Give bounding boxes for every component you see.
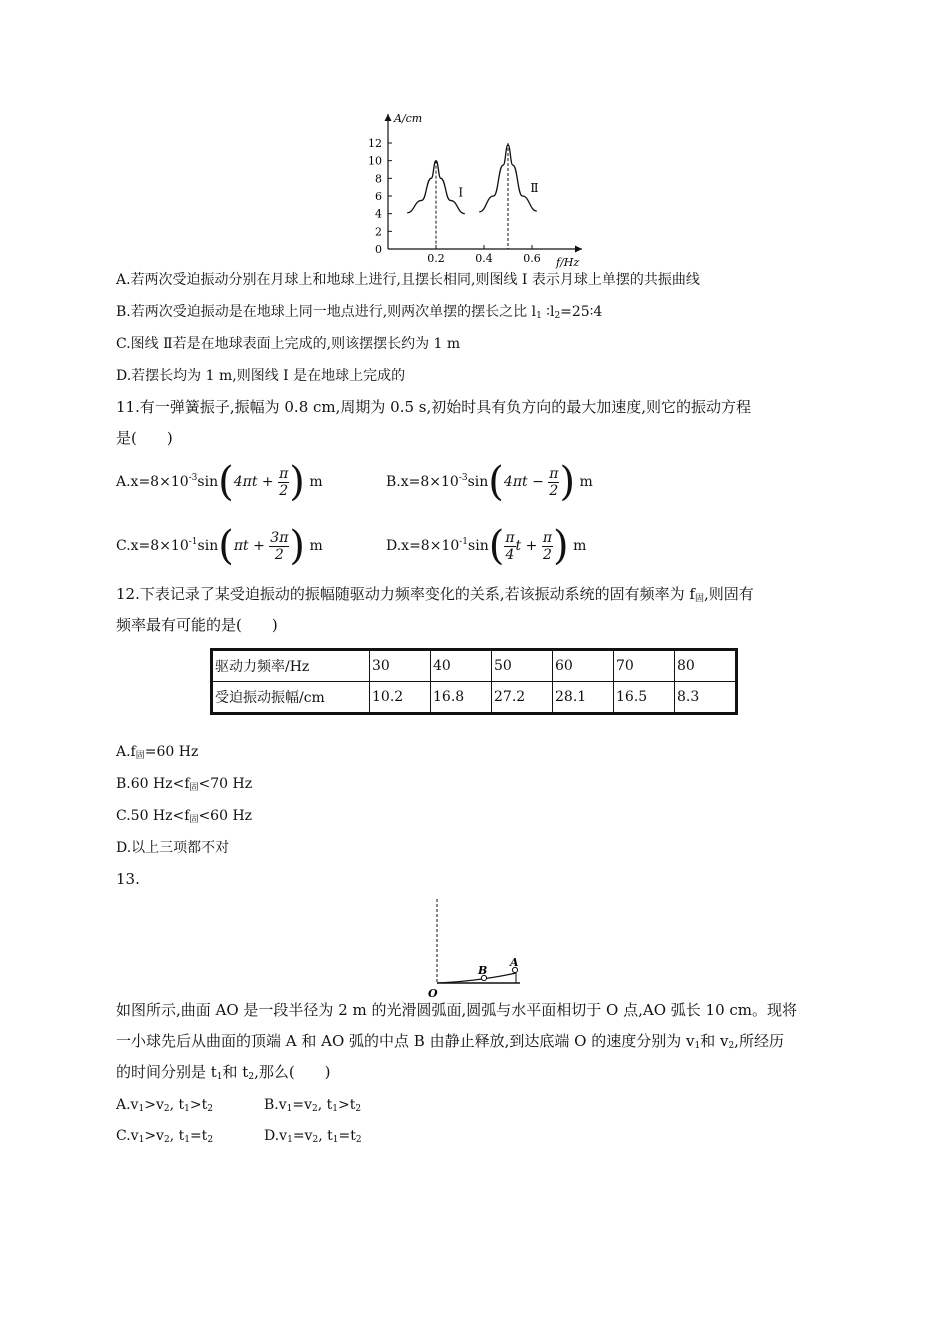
y-tick-label: 2 <box>375 225 382 239</box>
table-cell: 8.3 <box>675 682 737 714</box>
q11-b-sin: sin <box>467 474 489 490</box>
q12-stem-line2: 频率最有可能的是( ) <box>116 616 278 634</box>
table-cell: 16.8 <box>431 682 492 714</box>
y-tick-label: 12 <box>368 137 382 150</box>
label-b: B <box>478 964 488 977</box>
resonance-chart <box>360 106 590 274</box>
table-cell: 80 <box>675 650 737 682</box>
table-cell: 70 <box>614 650 675 682</box>
q11-d-fraction1: $\frac{\pi}{4}$ <box>505 529 515 563</box>
x-axis-label: f/Hz <box>556 256 580 269</box>
series-label-1: Ⅰ <box>458 185 464 200</box>
series-label-2: Ⅱ <box>530 181 539 195</box>
q11-c-arg: πt + <box>233 538 265 554</box>
q13-l3-mid: 和 t <box>222 1063 249 1081</box>
table-cell: 驱动力频率/Hz <box>212 650 370 682</box>
q13-l2-pre: 一小球先后从曲面的顶端 A 和 AO 弧的中点 B 由静止释放,到达底端 O 的速度分别为 v <box>116 1032 695 1050</box>
label-o: O <box>428 987 438 1000</box>
q12-option-a <box>116 742 198 766</box>
q11-option-a: $A.x=8\times 10^{-3}\sin(4\pi t$ + $\frac{\pi}{2}$ ) m <box>116 459 323 505</box>
x-tick-label: 0.4 <box>475 252 493 265</box>
q12-c-pre: C.50 Hz<f <box>116 808 190 824</box>
q11-a-sin: sin <box>197 474 219 490</box>
q12-option-c <box>116 806 252 830</box>
q11-d-exp: -1 <box>459 537 469 547</box>
q11-b-fraction: $\frac{\pi}{2}$ <box>549 465 559 499</box>
table-cell: 28.1 <box>553 682 614 714</box>
table-cell: 40 <box>431 650 492 682</box>
y-tick-label: 8 <box>375 172 382 186</box>
table-cell: 30 <box>370 650 431 682</box>
q11-c-pre: C.x=8×10 <box>116 538 189 554</box>
q12-b-post: <70 Hz <box>198 776 253 792</box>
q12-stem-post: ,则固有 <box>703 585 754 603</box>
q10-option-c: C.图线 Ⅱ若是在地球表面上完成的,则该摆摆长约为 1 m <box>116 336 461 352</box>
q11-c-exp: -1 <box>188 537 198 547</box>
q12-stem-line1 <box>116 584 754 609</box>
q12-b-sub: 固 <box>189 783 199 793</box>
q13-l3-pre: 的时间分别是 t <box>116 1063 217 1081</box>
q10-option-b-sub2: 2 <box>554 311 561 321</box>
q13-l3-post: ,那么( ) <box>254 1063 331 1081</box>
q13-stem-line1: 如图所示,曲面 AO 是一段半径为 2 m 的光滑圆弧面,圆弧与水平面相切于 O 点,AO 弧长 10 cm。现将 <box>116 1001 798 1019</box>
q11-option-b: $B.x=8\times 10^{-3}\sin(4\pi t$ − $\frac{\pi}{2}$ ) m <box>386 459 593 505</box>
q12-a-pre: A.f <box>116 744 136 760</box>
table-cell: 27.2 <box>492 682 553 714</box>
y-tick-label: 6 <box>375 190 382 203</box>
arc-surface <box>437 973 516 983</box>
q10-option-b-mid: ∶l <box>541 304 555 320</box>
q12-stem-pre: 12.下表记录了某受迫振动的振幅随驱动力频率变化的关系,若该振动系统的固有频率为 f <box>116 585 695 603</box>
q11-b-arg: 4πt − <box>503 474 544 490</box>
q10-option-b-post: =25∶4 <box>560 304 603 320</box>
q13-l3-s2: 2 <box>248 1072 255 1082</box>
q13-option-b: $B.v_1=v_2$, $t_1>t_2$ <box>264 1097 362 1114</box>
q13-l2-post: ,所经历 <box>734 1032 784 1050</box>
q13-stem-line2 <box>116 1031 784 1056</box>
q10-option-d: D.若摆长均为 1 m,则图线 Ⅰ 是在地球上完成的 <box>116 368 406 384</box>
q12-c-sub: 固 <box>189 815 199 825</box>
arc-diagram <box>420 895 530 1001</box>
q13-option-d: $D.v_1=v_2$, $t_1=t_2$ <box>264 1128 362 1145</box>
x-tick-label: 0.2 <box>427 252 445 265</box>
q13-l3-s1: 1 <box>216 1072 223 1082</box>
q11-d-sin: sin <box>468 538 489 554</box>
table-row <box>212 650 737 682</box>
q13-option-c: $C.v_1>v_2$, $t_1=t_2$ <box>116 1128 214 1145</box>
q13-l2-s2: 2 <box>728 1041 735 1051</box>
q11-option-c: $C.x=8\times 10^{-1}\sin(\pi t$ + $\frac{3\pi}{2}$ ) m <box>116 523 323 569</box>
q11-b-exp: -3 <box>458 473 468 483</box>
q10-option-a: A.若两次受迫振动分别在月球上和地球上进行,且摆长相同,则图线 Ⅰ 表示月球上单摆的共振曲线 <box>116 272 700 288</box>
q13-stem-line3 <box>116 1062 331 1087</box>
q10-option-b <box>116 302 602 326</box>
q11-a-unit: m <box>309 474 323 490</box>
q12-a-post: =60 Hz <box>144 744 199 760</box>
q13-l2-mid: 和 v <box>700 1032 729 1050</box>
q11-a-arg: 4πt + <box>233 474 274 490</box>
q12-a-sub: 固 <box>135 751 145 761</box>
q12-c-post: <60 Hz <box>198 808 253 824</box>
frequency-amplitude-table <box>210 648 738 715</box>
table-cell: 16.5 <box>614 682 675 714</box>
q11-d-unit: m <box>573 538 587 554</box>
table-cell: 受迫振动振幅/cm <box>212 682 370 714</box>
q11-d-pre: D.x=8×10 <box>386 538 460 554</box>
q12-stem-sub: 固 <box>694 594 704 604</box>
q10-option-b-text: B.若两次受迫振动是在地球上同一地点进行,则两次单摆的摆长之比 l <box>116 304 537 320</box>
q11-c-fraction: $\frac{3\pi}{2}$ <box>270 529 289 563</box>
y-tick-label: 10 <box>368 154 382 168</box>
y-tick-label: 4 <box>375 207 382 221</box>
q11-option-d: $D.x=8\times 10^{-1}\sin$( $\frac{\pi}{4}$ t + $\frac{\pi}{2}$ ) m <box>386 523 587 569</box>
q11-a-exp: -3 <box>188 473 198 483</box>
q12-option-b <box>116 774 252 798</box>
q11-c-unit: m <box>309 538 323 554</box>
q11-c-sin: sin <box>197 538 219 554</box>
q11-a-fraction: $\frac{\pi}{2}$ <box>279 465 289 499</box>
q12-b-pre: B.60 Hz<f <box>116 776 190 792</box>
q12-option-d: D.以上三项都不对 <box>116 840 230 856</box>
chart-curves <box>407 143 538 249</box>
table-row <box>212 682 737 714</box>
y-tick-label: 0 <box>375 243 382 256</box>
table-cell: 60 <box>553 650 614 682</box>
q13-l2-s1: 1 <box>694 1041 701 1051</box>
q11-d-mid: t + <box>515 538 538 554</box>
q11-stem-line2: 是( ) <box>116 429 173 447</box>
q11-b-pre: B.x=8×10 <box>386 474 459 490</box>
label-a: A <box>510 956 519 969</box>
chart-axes <box>388 114 582 249</box>
q13-option-a: $A.v_1>v_2$, $t_1>t_2$ <box>116 1097 213 1114</box>
q11-a-pre: A.x=8×10 <box>116 474 189 490</box>
table-cell: 10.2 <box>370 682 431 714</box>
q11-stem-line1: 11.有一弹簧振子,振幅为 0.8 cm,周期为 0.5 s,初始时具有负方向的最大加速度,则它的振动方程 <box>116 398 752 416</box>
q11-b-unit: m <box>579 474 593 490</box>
y-axis-label: A/cm <box>394 112 423 125</box>
q10-option-b-sub1: 1 <box>536 311 542 321</box>
q13-number: 13. <box>116 870 140 888</box>
q11-d-fraction2: $\frac{\pi}{2}$ <box>542 529 553 563</box>
chart-ticks <box>368 137 541 265</box>
x-tick-label: 0.6 <box>523 252 541 265</box>
table-cell: 50 <box>492 650 553 682</box>
